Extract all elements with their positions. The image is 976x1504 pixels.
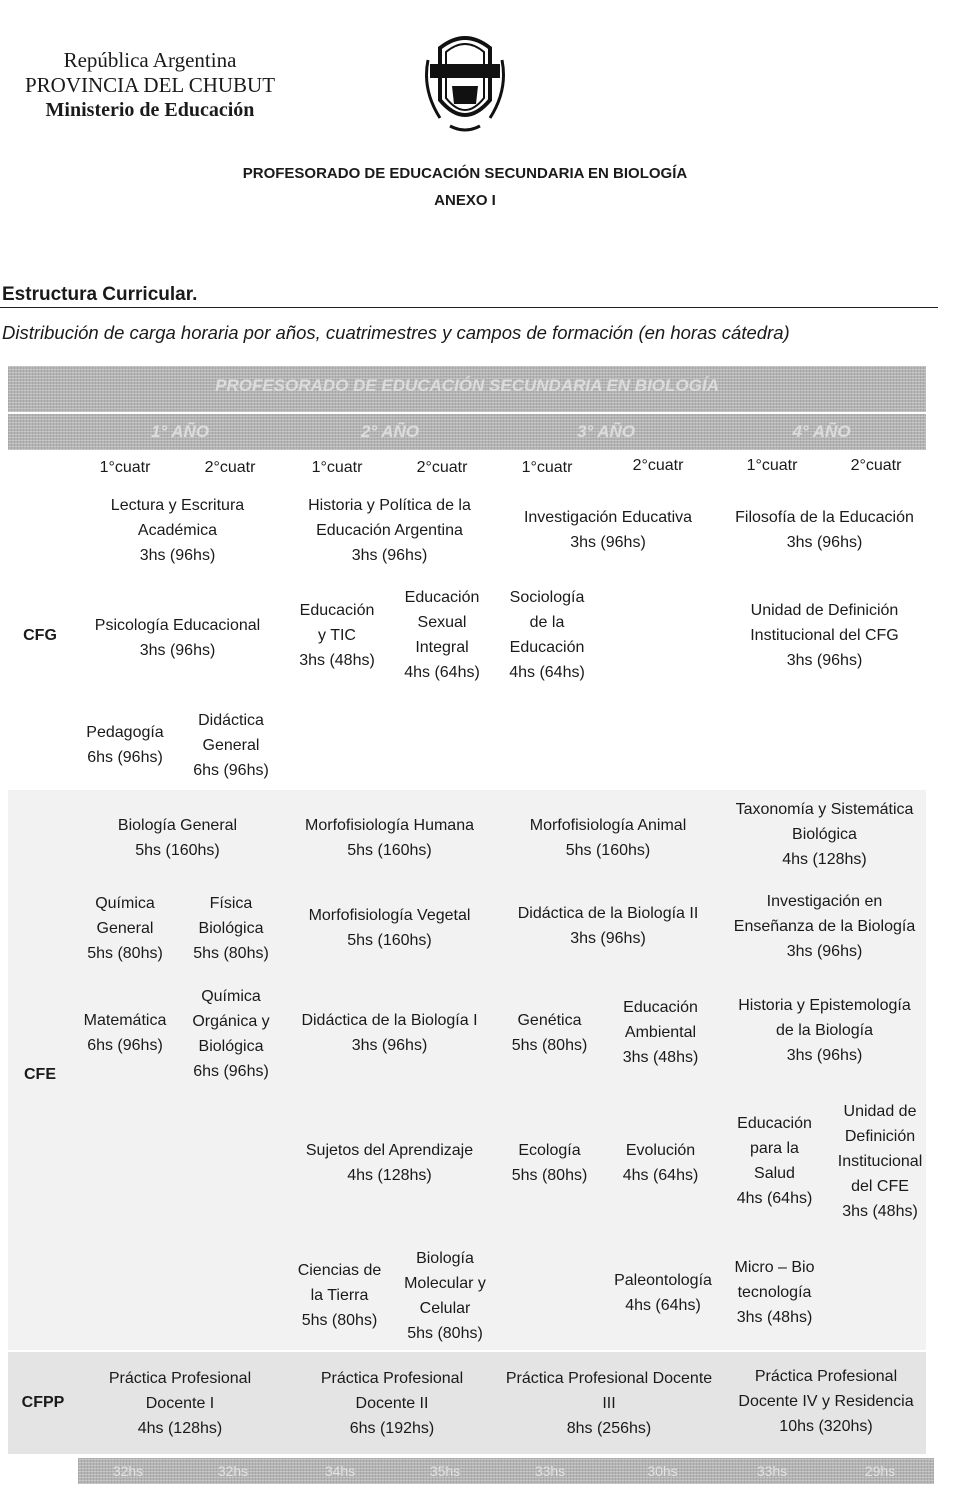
- subject-cell: Ecología 5hs (80hs): [511, 1141, 588, 1184]
- semester-label: 2°cuatr: [204, 459, 256, 476]
- subject-cell: Educación y TIC 3hs (48hs): [299, 601, 375, 669]
- subject-cell: Pedagogía 6hs (96hs): [86, 724, 164, 766]
- subject-cell: Unidad de Definición Institucional del CFG 3hs (96hs): [750, 601, 899, 669]
- subject-cell: Educación Ambiental 3hs (48hs): [622, 998, 699, 1066]
- subject-cell: Filosofía de la Educación 3hs (96hs): [735, 509, 914, 551]
- subject-cell: Ciencias de la Tierra 5hs (80hs): [297, 1261, 382, 1329]
- semester-label: 2°cuatr: [416, 459, 468, 476]
- total-hours: 33hs: [756, 1463, 788, 1479]
- subject-cell: Psicología Educacional 3hs (96hs): [94, 617, 261, 659]
- field-label-cfe: CFE: [24, 1066, 56, 1083]
- subject-cell: Morfofisiología Vegetal 5hs (160hs): [308, 907, 471, 949]
- total-hours: 33hs: [534, 1463, 566, 1479]
- subject-cell: Paleontología 4hs (64hs): [614, 1271, 712, 1314]
- divider: [0, 307, 938, 308]
- semester-label: 1°cuatr: [99, 459, 151, 476]
- year-header-2: 2° AÑO: [360, 422, 420, 441]
- subject-cell: Química General 5hs (80hs): [87, 894, 163, 962]
- subject-cell: Evolución 4hs (64hs): [622, 1141, 699, 1184]
- subject-cell: Matemática 6hs (96hs): [83, 1012, 167, 1054]
- institution-header: [0, 48, 300, 123]
- subject-cell: Sujetos del Aprendizaje 4hs (128hs): [305, 1141, 474, 1184]
- country-name: República Argentina: [63, 48, 237, 72]
- section-subtitle: Distribución de carga horaria por años, cuatrimestres y campos de formación (en horas cátedra): [2, 322, 790, 343]
- ministry-name: Ministerio de Educación: [45, 99, 255, 121]
- practice-cell: Práctica Profesional Docente I 4hs (128hs): [108, 1369, 252, 1437]
- subject-cell: Investigación en Enseñanza de la Biología 3hs (96hs): [733, 893, 916, 960]
- total-hours: 30hs: [647, 1463, 678, 1479]
- year-header-3: 3° AÑO: [576, 422, 636, 441]
- practice-cell: Práctica Profesional Docente II 6hs (192hs): [320, 1369, 464, 1437]
- subject-cell: Historia y Epistemología de la Biología 3hs (96hs): [738, 996, 911, 1064]
- semester-label: 1°cuatr: [521, 459, 573, 476]
- field-label-cfg: CFG: [23, 627, 57, 644]
- semester-label: 2°cuatr: [850, 457, 902, 474]
- subject-cell: Química Orgánica y Biológica 6hs (96hs): [192, 988, 270, 1080]
- total-hours: 35hs: [429, 1463, 461, 1479]
- subject-cell: Taxonomía y Sistemática Biológica 4hs (128hs): [735, 801, 914, 868]
- subject-cell: Morfofisiología Humana 5hs (160hs): [305, 816, 474, 859]
- subject-cell: Lectura y Escritura Académica 3hs (96hs): [110, 496, 245, 564]
- subject-cell: Didáctica General 6hs (96hs): [193, 711, 269, 779]
- subject-cell: Educación Sexual Integral 4hs (64hs): [404, 589, 480, 681]
- field-label-cfpp: CFPP: [21, 1394, 65, 1411]
- chubut-seal-icon: [420, 30, 510, 140]
- semester-label: 2°cuatr: [632, 457, 684, 474]
- subject-cell: Educación para la Salud 4hs (64hs): [736, 1114, 813, 1207]
- subject-cell: Unidad de Definición Institucional del CFE 3hs (48hs): [837, 1102, 923, 1220]
- program-title: PROFESORADO DE EDUCACIÓN SECUNDARIA EN BIOLOGÍA: [242, 165, 688, 182]
- subject-cell: Investigación Educativa 3hs (96hs): [523, 509, 693, 551]
- total-hours: 32hs: [112, 1463, 144, 1479]
- semester-label: 1°cuatr: [311, 459, 363, 476]
- subject-cell: Biología Molecular y Celular 5hs (80hs): [404, 1249, 486, 1342]
- subject-cell: Biología General 5hs (160hs): [117, 816, 238, 859]
- total-hours: 29hs: [864, 1463, 896, 1479]
- subject-cell: Historia y Política de la Educación Argentina 3hs (96hs): [308, 496, 471, 564]
- practice-cell: Práctica Profesional Docente III 8hs (256hs): [505, 1369, 713, 1437]
- annex-label: ANEXO I: [434, 192, 496, 209]
- practice-cell: Práctica Profesional Docente IV y Residencia 10hs (320hs): [738, 1367, 914, 1435]
- subject-cell: Física Biológica 5hs (80hs): [193, 894, 269, 962]
- total-hours: 34hs: [324, 1463, 356, 1479]
- subject-cell: Didáctica de la Biología I 3hs (96hs): [301, 1012, 478, 1054]
- subject-cell: Micro – Bio tecnología 3hs (48hs): [734, 1258, 815, 1326]
- year-header-1: 1° AÑO: [150, 422, 210, 441]
- subject-cell: Genética 5hs (80hs): [511, 1012, 588, 1054]
- subject-cell: Didáctica de la Biología II 3hs (96hs): [517, 904, 699, 947]
- subject-cell: Morfofisiología Animal 5hs (160hs): [529, 816, 687, 859]
- subject-cell: Sociología de la Educación 4hs (64hs): [509, 589, 585, 681]
- year-header-4: 4° AÑO: [792, 422, 851, 441]
- total-hours: 32hs: [217, 1463, 249, 1479]
- section-title: Estructura Curricular.: [2, 284, 198, 305]
- banner-title: PROFESORADO DE EDUCACIÓN SECUNDARIA EN BIOLOGÍA: [215, 376, 719, 395]
- semester-label: 1°cuatr: [746, 457, 798, 474]
- province-name: PROVINCIA DEL CHUBUT: [24, 73, 276, 97]
- document-title: [0, 160, 930, 214]
